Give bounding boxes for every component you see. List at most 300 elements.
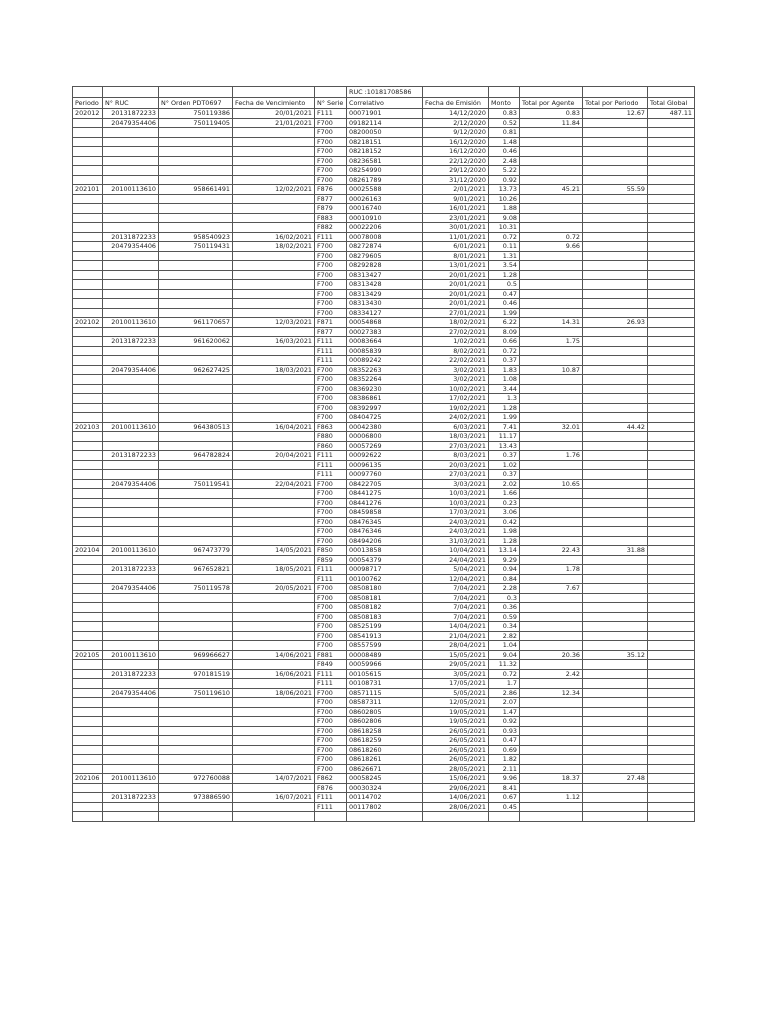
cell-total-global xyxy=(648,631,695,641)
cell-serie: F700 xyxy=(315,612,347,622)
cell-total-global xyxy=(648,688,695,698)
cell-emision: 7/04/2021 xyxy=(423,612,489,622)
cell-monto: 1.48 xyxy=(489,137,520,147)
cell-orden xyxy=(159,745,233,755)
cell-total-global xyxy=(648,356,695,366)
cell-total-agente xyxy=(520,327,583,337)
cell-serie: F700 xyxy=(315,365,347,375)
cell-total-periodo xyxy=(583,555,648,565)
cell-total-periodo xyxy=(583,736,648,746)
cell-monto: 3.44 xyxy=(489,384,520,394)
cell-total-periodo xyxy=(583,128,648,138)
cell-periodo: 202102 xyxy=(73,318,103,328)
table-row xyxy=(73,698,695,708)
cell-correlativo: 08541913 xyxy=(347,631,423,641)
cell-periodo xyxy=(73,669,103,679)
cell-vencimiento xyxy=(233,156,315,166)
cell-correlativo: 00054379 xyxy=(347,555,423,565)
table-row xyxy=(73,118,695,128)
cell-total-periodo xyxy=(583,755,648,765)
cell-total-periodo xyxy=(583,669,648,679)
cell-orden: 970181519 xyxy=(159,669,233,679)
cell-serie: F700 xyxy=(315,536,347,546)
cell-vencimiento xyxy=(233,593,315,603)
cell-monto: 0.11 xyxy=(489,242,520,252)
cell-correlativo: 08618260 xyxy=(347,745,423,755)
cell-total-periodo xyxy=(583,574,648,584)
table-row xyxy=(73,280,695,290)
cell-correlativo: 08292828 xyxy=(347,261,423,271)
cell-serie: F700 xyxy=(315,498,347,508)
cell-vencimiento: 18/06/2021 xyxy=(233,688,315,698)
cell-ruc xyxy=(103,394,159,404)
cell-ruc xyxy=(103,812,159,822)
cell-serie: F850 xyxy=(315,546,347,556)
cell-ruc xyxy=(103,783,159,793)
table-row xyxy=(73,213,695,223)
cell-total-global xyxy=(648,118,695,128)
cell-serie: F700 xyxy=(315,375,347,385)
table-row xyxy=(73,498,695,508)
cell-total-periodo xyxy=(583,337,648,347)
table-row xyxy=(73,223,695,233)
cell-vencimiento: 16/04/2021 xyxy=(233,422,315,432)
cell-total-periodo xyxy=(583,403,648,413)
cell-correlativo: 00092622 xyxy=(347,451,423,461)
cell-total-agente xyxy=(520,413,583,423)
cell-total-global xyxy=(648,660,695,670)
cell-emision: 10/03/2021 xyxy=(423,498,489,508)
cell-total-agente xyxy=(520,783,583,793)
cell-emision: 29/06/2021 xyxy=(423,783,489,793)
cell-monto: 0.37 xyxy=(489,356,520,366)
cell-periodo xyxy=(73,593,103,603)
cell-total-periodo xyxy=(583,631,648,641)
cell-ruc xyxy=(103,536,159,546)
cell-monto: 0.3 xyxy=(489,593,520,603)
cell-vencimiento xyxy=(233,641,315,651)
cell-ruc: 20131872233 xyxy=(103,232,159,242)
table-row xyxy=(73,470,695,480)
cell-emision: 24/04/2021 xyxy=(423,555,489,565)
cell-total-agente xyxy=(520,289,583,299)
cell-correlativo: 00006800 xyxy=(347,432,423,442)
cell-emision: 27/03/2021 xyxy=(423,441,489,451)
cell-correlativo: 08618259 xyxy=(347,736,423,746)
cell-ruc xyxy=(103,289,159,299)
cell-emision: 19/02/2021 xyxy=(423,403,489,413)
cell-total-global xyxy=(648,327,695,337)
cell-total-global xyxy=(648,755,695,765)
cell-total-global xyxy=(648,422,695,432)
cell-total-periodo xyxy=(583,660,648,670)
cell-total-agente xyxy=(520,194,583,204)
cell-total-agente xyxy=(520,403,583,413)
cell-monto: 1.02 xyxy=(489,460,520,470)
cell-emision: 16/01/2021 xyxy=(423,204,489,214)
cell-total-agente xyxy=(520,726,583,736)
cell-serie: F700 xyxy=(315,251,347,261)
cell-orden: 750119578 xyxy=(159,584,233,594)
cell-periodo xyxy=(73,565,103,575)
cell-correlativo: 08334127 xyxy=(347,308,423,318)
cell-vencimiento: 12/02/2021 xyxy=(233,185,315,195)
cell-serie: F111 xyxy=(315,802,347,812)
cell-serie: F700 xyxy=(315,137,347,147)
cell-serie: F860 xyxy=(315,441,347,451)
cell-serie: F700 xyxy=(315,698,347,708)
cell-emision: 27/01/2021 xyxy=(423,308,489,318)
table-row xyxy=(73,194,695,204)
cell-orden: 750119386 xyxy=(159,109,233,119)
table-row xyxy=(73,147,695,157)
cell-total-agente xyxy=(520,745,583,755)
cell-emision: 18/03/2021 xyxy=(423,432,489,442)
cell-ruc: 20100113610 xyxy=(103,650,159,660)
cell-total-global xyxy=(648,147,695,157)
cell-ruc xyxy=(103,175,159,185)
cell-orden xyxy=(159,631,233,641)
cell-serie: F876 xyxy=(315,185,347,195)
cell-monto: 1.7 xyxy=(489,679,520,689)
cell-monto: 7.41 xyxy=(489,422,520,432)
cell-total-agente xyxy=(520,489,583,499)
cell-total-agente: 12.34 xyxy=(520,688,583,698)
cell-emision: 13/01/2021 xyxy=(423,261,489,271)
cell-ruc xyxy=(103,413,159,423)
cell-vencimiento xyxy=(233,489,315,499)
cell-total-periodo xyxy=(583,384,648,394)
cell-orden xyxy=(159,394,233,404)
cell-total-global xyxy=(648,612,695,622)
cell-monto: 9.29 xyxy=(489,555,520,565)
cell-periodo xyxy=(73,536,103,546)
cell-serie: F700 xyxy=(315,280,347,290)
cell-correlativo: 00057269 xyxy=(347,441,423,451)
cell-ruc xyxy=(103,498,159,508)
cell-total-agente xyxy=(520,441,583,451)
cell-total-agente xyxy=(520,213,583,223)
cell-ruc xyxy=(103,736,159,746)
cell-emision: 18/02/2021 xyxy=(423,318,489,328)
cell-vencimiento xyxy=(233,802,315,812)
cell-vencimiento xyxy=(233,375,315,385)
table-row xyxy=(73,432,695,442)
cell-monto: 2.28 xyxy=(489,584,520,594)
cell-total-periodo xyxy=(583,242,648,252)
cell-total-agente xyxy=(520,574,583,584)
table-row xyxy=(73,631,695,641)
cell-vencimiento xyxy=(233,213,315,223)
cell-emision: 1/02/2021 xyxy=(423,337,489,347)
cell-correlativo: 00105615 xyxy=(347,669,423,679)
cell-serie: F111 xyxy=(315,356,347,366)
cell-ruc xyxy=(103,707,159,717)
cell-monto: 13.14 xyxy=(489,546,520,556)
cell-total-global: 487.11 xyxy=(648,109,695,119)
cell-monto: 1.47 xyxy=(489,707,520,717)
cell-serie: F859 xyxy=(315,555,347,565)
cell-vencimiento xyxy=(233,223,315,233)
cell-periodo xyxy=(73,451,103,461)
table-row xyxy=(73,232,695,242)
cell-monto: 1.04 xyxy=(489,641,520,651)
table-row xyxy=(73,603,695,613)
cell-correlativo: 08200050 xyxy=(347,128,423,138)
cell-vencimiento xyxy=(233,403,315,413)
table-row xyxy=(73,707,695,717)
cell-total-periodo: 44.42 xyxy=(583,422,648,432)
cell-total-periodo xyxy=(583,289,648,299)
cell-correlativo: 00085839 xyxy=(347,346,423,356)
cell-total-agente: 2.42 xyxy=(520,669,583,679)
cell-monto: 1.3 xyxy=(489,394,520,404)
cell-orden xyxy=(159,403,233,413)
header-total-periodo: Total por Periodo xyxy=(583,98,648,109)
cell-monto: 0.45 xyxy=(489,802,520,812)
cell-total-agente xyxy=(520,156,583,166)
cell-periodo xyxy=(73,261,103,271)
cell-monto: 0.47 xyxy=(489,289,520,299)
cell-correlativo: 08441275 xyxy=(347,489,423,499)
table-row xyxy=(73,356,695,366)
cell-emision: 6/01/2021 xyxy=(423,242,489,252)
cell-monto: 3.54 xyxy=(489,261,520,271)
cell-total-agente xyxy=(520,612,583,622)
cell-monto: 0.92 xyxy=(489,717,520,727)
table-row xyxy=(73,584,695,594)
cell-emision: 16/12/2020 xyxy=(423,137,489,147)
cell-periodo xyxy=(73,755,103,765)
cell-vencimiento xyxy=(233,726,315,736)
table-row xyxy=(73,489,695,499)
cell-periodo xyxy=(73,698,103,708)
cell-total-periodo xyxy=(583,299,648,309)
cell-correlativo: 08602806 xyxy=(347,717,423,727)
cell-periodo xyxy=(73,574,103,584)
cell-orden xyxy=(159,375,233,385)
cell-ruc xyxy=(103,574,159,584)
cell-monto: 8.09 xyxy=(489,327,520,337)
cell-total-periodo xyxy=(583,498,648,508)
cell-total-global xyxy=(648,251,695,261)
cell-total-global xyxy=(648,679,695,689)
cell-monto: 1.28 xyxy=(489,536,520,546)
cell-monto: 0.59 xyxy=(489,612,520,622)
cell-vencimiento xyxy=(233,346,315,356)
cell-vencimiento xyxy=(233,175,315,185)
cell-total-global xyxy=(648,745,695,755)
cell-total-periodo xyxy=(583,166,648,176)
cell-periodo xyxy=(73,745,103,755)
cell-total-global xyxy=(648,166,695,176)
cell-correlativo: 08313429 xyxy=(347,289,423,299)
cell-emision xyxy=(423,812,489,822)
report-table xyxy=(72,86,695,822)
cell-total-agente: 10.65 xyxy=(520,479,583,489)
cell-serie: F700 xyxy=(315,717,347,727)
cell-orden xyxy=(159,147,233,157)
cell-emision: 26/05/2021 xyxy=(423,726,489,736)
cell-orden xyxy=(159,641,233,651)
cell-serie: F880 xyxy=(315,432,347,442)
cell-total-periodo xyxy=(583,536,648,546)
cell-total-global xyxy=(648,270,695,280)
cell-emision: 28/05/2021 xyxy=(423,764,489,774)
cell-correlativo: 08557599 xyxy=(347,641,423,651)
cell-vencimiento xyxy=(233,698,315,708)
cell-emision: 23/01/2021 xyxy=(423,213,489,223)
cell-correlativo: 08441276 xyxy=(347,498,423,508)
cell-total-global xyxy=(648,232,695,242)
cell-correlativo: 09182114 xyxy=(347,118,423,128)
cell-correlativo: 08587311 xyxy=(347,698,423,708)
cell-vencimiento: 16/02/2021 xyxy=(233,232,315,242)
cell-total-agente xyxy=(520,432,583,442)
cell-vencimiento xyxy=(233,460,315,470)
cell-periodo xyxy=(73,441,103,451)
cell-serie: F700 xyxy=(315,622,347,632)
cell-monto: 2.48 xyxy=(489,156,520,166)
cell-emision: 8/02/2021 xyxy=(423,346,489,356)
cell-orden xyxy=(159,384,233,394)
cell-total-agente xyxy=(520,764,583,774)
cell-monto: 0.37 xyxy=(489,451,520,461)
cell-total-global xyxy=(648,536,695,546)
cell-total-agente: 0.72 xyxy=(520,232,583,242)
cell-total-global xyxy=(648,261,695,271)
cell-total-global xyxy=(648,394,695,404)
cell-ruc xyxy=(103,622,159,632)
cell-correlativo: 08494206 xyxy=(347,536,423,546)
cell-correlativo: 08626671 xyxy=(347,764,423,774)
cell-orden xyxy=(159,536,233,546)
cell-total-agente xyxy=(520,755,583,765)
cell-orden: 961620062 xyxy=(159,337,233,347)
table-row xyxy=(73,783,695,793)
cell-total-agente: 1.76 xyxy=(520,451,583,461)
cell-periodo xyxy=(73,128,103,138)
cell-serie: F111 xyxy=(315,109,347,119)
table-row xyxy=(73,346,695,356)
table-row xyxy=(73,451,695,461)
cell-serie: F881 xyxy=(315,650,347,660)
cell-periodo: 202103 xyxy=(73,422,103,432)
table-row xyxy=(73,641,695,651)
cell-total-agente xyxy=(520,137,583,147)
table-row xyxy=(73,166,695,176)
cell-correlativo: 08476345 xyxy=(347,517,423,527)
cell-vencimiento xyxy=(233,147,315,157)
cell-total-periodo xyxy=(583,812,648,822)
cell-serie: F700 xyxy=(315,308,347,318)
cell-correlativo: 08618258 xyxy=(347,726,423,736)
cell-total-periodo xyxy=(583,394,648,404)
cell-total-global xyxy=(648,593,695,603)
cell-monto: 1.99 xyxy=(489,413,520,423)
cell-correlativo: 00058245 xyxy=(347,774,423,784)
table-row xyxy=(73,669,695,679)
cell-total-periodo xyxy=(583,460,648,470)
cell-vencimiento xyxy=(233,622,315,632)
cell-total-agente: 1.78 xyxy=(520,565,583,575)
cell-correlativo: 08352263 xyxy=(347,365,423,375)
cell-serie: F700 xyxy=(315,527,347,537)
cell-total-global xyxy=(648,783,695,793)
cell-vencimiento: 16/06/2021 xyxy=(233,669,315,679)
cell-ruc: 20131872233 xyxy=(103,451,159,461)
cell-total-agente xyxy=(520,736,583,746)
title-cell xyxy=(159,87,233,98)
cell-correlativo: 08272874 xyxy=(347,242,423,252)
cell-serie: F700 xyxy=(315,707,347,717)
cell-ruc xyxy=(103,166,159,176)
cell-monto: 0.81 xyxy=(489,128,520,138)
cell-monto: 0.42 xyxy=(489,517,520,527)
cell-total-periodo xyxy=(583,517,648,527)
cell-vencimiento xyxy=(233,299,315,309)
cell-serie: F111 xyxy=(315,337,347,347)
cell-vencimiento xyxy=(233,289,315,299)
cell-ruc xyxy=(103,764,159,774)
cell-monto: 0.37 xyxy=(489,470,520,480)
cell-periodo xyxy=(73,365,103,375)
cell-emision: 16/12/2020 xyxy=(423,147,489,157)
cell-emision: 20/03/2021 xyxy=(423,460,489,470)
table-row xyxy=(73,764,695,774)
cell-vencimiento xyxy=(233,555,315,565)
cell-total-global xyxy=(648,470,695,480)
cell-emision: 19/05/2021 xyxy=(423,707,489,717)
cell-ruc xyxy=(103,460,159,470)
cell-total-periodo xyxy=(583,489,648,499)
cell-monto: 2.02 xyxy=(489,479,520,489)
cell-total-agente xyxy=(520,679,583,689)
cell-serie: F111 xyxy=(315,460,347,470)
cell-serie: F883 xyxy=(315,213,347,223)
cell-emision: 15/05/2021 xyxy=(423,650,489,660)
cell-total-agente xyxy=(520,660,583,670)
cell-ruc xyxy=(103,603,159,613)
cell-periodo: 202106 xyxy=(73,774,103,784)
table-row xyxy=(73,460,695,470)
cell-vencimiento xyxy=(233,612,315,622)
cell-total-global xyxy=(648,603,695,613)
table-row xyxy=(73,726,695,736)
cell-orden xyxy=(159,346,233,356)
cell-total-global xyxy=(648,802,695,812)
cell-emision: 21/04/2021 xyxy=(423,631,489,641)
cell-ruc xyxy=(103,470,159,480)
cell-periodo xyxy=(73,270,103,280)
cell-monto: 0.72 xyxy=(489,232,520,242)
cell-monto: 1.28 xyxy=(489,403,520,413)
cell-emision: 7/04/2021 xyxy=(423,603,489,613)
cell-emision: 3/02/2021 xyxy=(423,375,489,385)
cell-total-global xyxy=(648,308,695,318)
cell-serie: F871 xyxy=(315,318,347,328)
cell-serie: F700 xyxy=(315,261,347,271)
cell-orden xyxy=(159,517,233,527)
cell-total-agente xyxy=(520,470,583,480)
cell-orden: 964782824 xyxy=(159,451,233,461)
cell-emision: 15/06/2021 xyxy=(423,774,489,784)
title-cell xyxy=(648,87,695,98)
cell-serie: F700 xyxy=(315,118,347,128)
cell-total-agente xyxy=(520,251,583,261)
cell-periodo xyxy=(73,242,103,252)
cell-ruc xyxy=(103,356,159,366)
